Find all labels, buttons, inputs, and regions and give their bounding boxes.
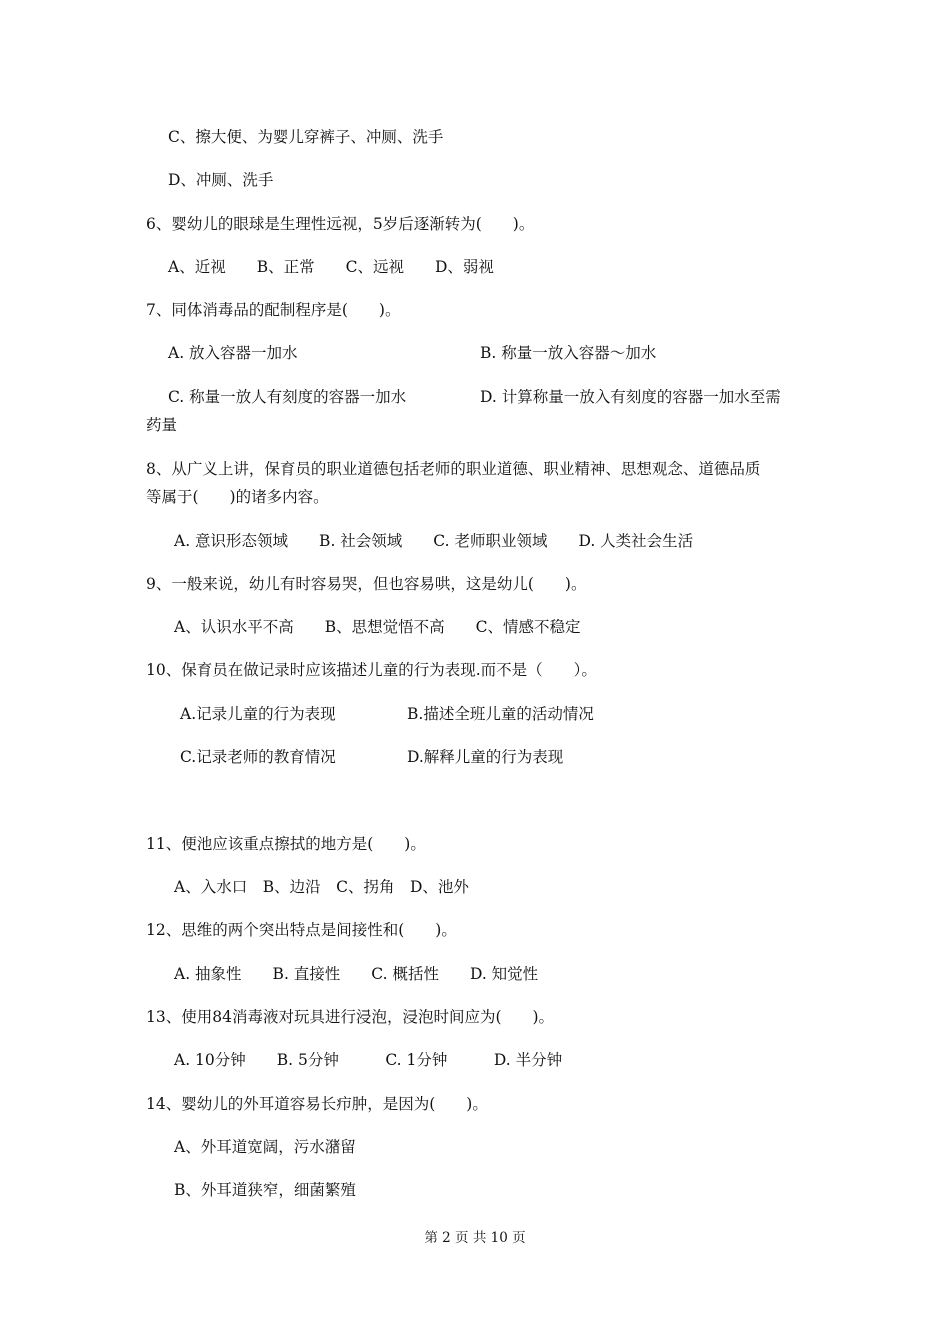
option-5c: C、擦大便、为婴儿穿裤子、冲厕、洗手	[168, 128, 444, 146]
question-14: 14、婴幼儿的外耳道容易长疖肿，是因为( )。	[146, 1095, 488, 1113]
question-11: 11、便池应该重点擦拭的地方是( )。	[146, 835, 426, 853]
option-10d: D.解释儿童的行为表现	[407, 748, 564, 766]
option-7c: C. 称量一放人有刻度的容器一加水	[168, 388, 407, 406]
option-7d-continued: 药量	[146, 416, 178, 434]
question-6: 6、婴幼儿的眼球是生理性远视，5岁后逐渐转为( )。	[146, 215, 535, 233]
option-5d: D、冲厕、洗手	[168, 171, 274, 189]
question-9: 9、一般来说，幼儿有时容易哭，但也容易哄，这是幼儿( )。	[146, 575, 587, 593]
options-6: A、近视 B、正常 C、远视 D、弱视	[168, 258, 494, 276]
options-9: A、认识水平不高 B、思想觉悟不高 C、情感不稳定	[174, 618, 581, 636]
question-13: 13、使用84消毒液对玩具进行浸泡，浸泡时间应为( )。	[146, 1008, 555, 1026]
option-14b: B、外耳道狭窄，细菌繁殖	[174, 1181, 356, 1199]
question-10: 10、保育员在做记录时应该描述儿童的行为表现.而不是（ ）。	[146, 661, 597, 679]
option-7a: A. 放入容器一加水	[168, 344, 298, 362]
page-number-footer: 第 2 页 共 10 页	[424, 1230, 526, 1246]
options-12: A. 抽象性 B. 直接性 C. 概括性 D. 知觉性	[174, 965, 539, 983]
options-13: A. 10分钟 B. 5分钟 C. 1分钟 D. 半分钟	[174, 1051, 563, 1069]
question-8-line1: 8、从广义上讲，保育员的职业道德包括老师的职业道德、职业精神、思想观念、道德品质	[146, 460, 761, 478]
option-10b: B.描述全班儿童的活动情况	[407, 705, 594, 723]
question-7: 7、同体消毒品的配制程序是( )。	[146, 301, 401, 319]
options-11: A、入水口 B、边沿 C、拐角 D、池外	[174, 878, 469, 896]
option-7b: B. 称量一放入容器～加水	[480, 344, 657, 362]
options-8: A. 意识形态领域 B. 社会领域 C. 老师职业领域 D. 人类社会生活	[174, 532, 694, 550]
question-12: 12、思维的两个突出特点是间接性和( )。	[146, 921, 457, 939]
option-7d: D. 计算称量一放入有刻度的容器一加水至需	[480, 388, 781, 406]
option-10a: A.记录儿童的行为表现	[180, 705, 336, 723]
option-10c: C.记录老师的教育情况	[180, 748, 336, 766]
option-14a: A、外耳道宽阔，污水潴留	[174, 1138, 356, 1156]
question-8-line2: 等属于( )的诸多内容。	[146, 488, 329, 506]
